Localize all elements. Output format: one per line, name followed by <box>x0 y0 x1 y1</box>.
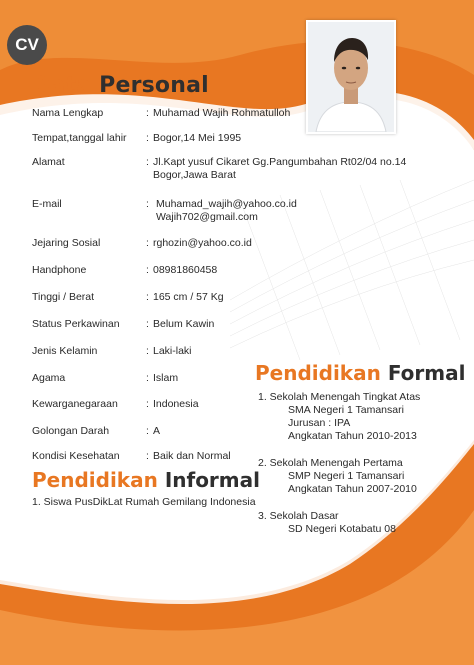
row-label: Tempat,tanggal lahir <box>32 132 127 144</box>
informal-item-1: 1. Siswa PusDikLat Rumah Gemilang Indonesia <box>32 496 256 508</box>
row-value: Bogor,14 Mei 1995 <box>153 132 242 144</box>
row-label: Kondisi Kesehatan <box>32 450 120 462</box>
formal-item-school: SMA Negeri 1 Tamansari <box>288 404 404 416</box>
row-label: Jenis Kelamin <box>32 345 98 357</box>
row-value: Muhamad Wajih Rohmatulloh <box>153 107 291 119</box>
row-label: Nama Lengkap <box>32 107 104 119</box>
title-word-data: Data <box>32 73 92 98</box>
formal-item-year: Angkatan Tahun 2007-2010 <box>288 483 417 495</box>
formal-item-year: Angkatan Tahun 2010-2013 <box>288 430 417 442</box>
row-value: 08981860458 <box>153 264 218 276</box>
row-value: Indonesia <box>153 398 199 410</box>
formal-item-1 <box>258 391 420 443</box>
address-line-2: Bogor,Jawa Barat <box>153 169 236 181</box>
email-line-2: Wajih702@gmail.com <box>156 211 258 223</box>
formal-item-school: SMP Negeri 1 Tamansari <box>288 470 405 482</box>
row-label: Agama <box>32 372 66 384</box>
row-value: Belum Kawin <box>153 318 215 330</box>
row-label: Status Perkawinan <box>32 318 120 330</box>
row-label: Alamat <box>32 156 65 168</box>
row-value: A <box>153 425 161 437</box>
portrait-photo-icon <box>308 22 394 132</box>
profile-photo <box>306 20 396 134</box>
title-word-informal: Informal <box>164 468 260 492</box>
row-label: Jejaring Sosial <box>32 237 101 249</box>
email-line-1: Muhamad_wajih@yahoo.co.id <box>156 198 297 210</box>
row-value: Baik dan Normal <box>153 450 231 462</box>
row-value <box>156 198 297 224</box>
cv-page: CV Data Personal Nama Lengkap : Muhamad Wajih Rohmatulloh Tempat,tanggal lahir : Bogor,14 Mei 1995 Alamat : Jl.Kapt yusuf Cikaret Gg.Pangumbahan Rt02/04 no.14 Bogor,Jawa Barat E-mail : Muhamad_wajih@yahoo.co.id Wajih702@gmail.com Jejaring Sosial : rghozin@yahoo.co.id Handphone : 08981860458 Tinggi / Berat : 165 cm / 57 Kg Status Perkawinan : Belum Kawin Jenis Kelamin : Laki-laki Agama : Islam Kewarganegaraan : Indonesia Golongan Darah : A Kondisi Kesehatan : Baik dan Normal Pendidikan Formal 1. Sekolah Menengah Tingkat Atas SMA Negeri 1 Tamansari Jurusan : IPA Angkatan Tahun 2010-2013 2. Sekolah Menengah Pertama SMP Negeri 1 Tamansari Angkatan Tahun 2007-2010 3. Sekolah Dasar SD Negeri Kotabatu 08 Pendidikan Informal 1. Siswa PusDikLat Rumah Gemilang Indonesia <box>0 0 474 665</box>
row-value <box>153 156 406 182</box>
address-line-1: Jl.Kapt yusuf Cikaret Gg.Pangumbahan Rt02/04 no.14 <box>153 156 407 168</box>
row-value: Laki-laki <box>153 345 192 357</box>
section-title-personal <box>32 73 209 98</box>
row-label: Handphone <box>32 264 87 276</box>
row-label: Tinggi / Berat <box>32 291 95 303</box>
row-label: Kewarganegaraan <box>32 398 118 410</box>
formal-item-major: Jurusan : IPA <box>288 417 351 429</box>
row-label: Golongan Darah <box>32 425 110 437</box>
title-word-formal: Formal <box>387 361 466 385</box>
section-title-formal <box>255 361 465 385</box>
row-value: 165 cm / 57 Kg <box>153 291 224 303</box>
formal-item-3 <box>258 510 396 536</box>
formal-item-school: SD Negeri Kotabatu 08 <box>288 523 396 535</box>
row-value: Islam <box>153 372 179 384</box>
formal-item-title: 2. Sekolah Menengah Pertama <box>258 457 403 469</box>
formal-item-title: 1. Sekolah Menengah Tingkat Atas <box>258 391 421 403</box>
row-value: rghozin@yahoo.co.id <box>153 237 252 249</box>
row-label: E-mail <box>32 198 62 210</box>
formal-item-title: 3. Sekolah Dasar <box>258 510 339 522</box>
formal-item-2 <box>258 457 417 496</box>
title-word-pendidikan: Pendidikan <box>255 361 381 385</box>
title-word-personal: Personal <box>99 73 209 98</box>
section-title-informal <box>32 468 260 492</box>
title-word-pendidikan: Pendidikan <box>32 468 158 492</box>
cv-badge: CV <box>7 25 47 65</box>
